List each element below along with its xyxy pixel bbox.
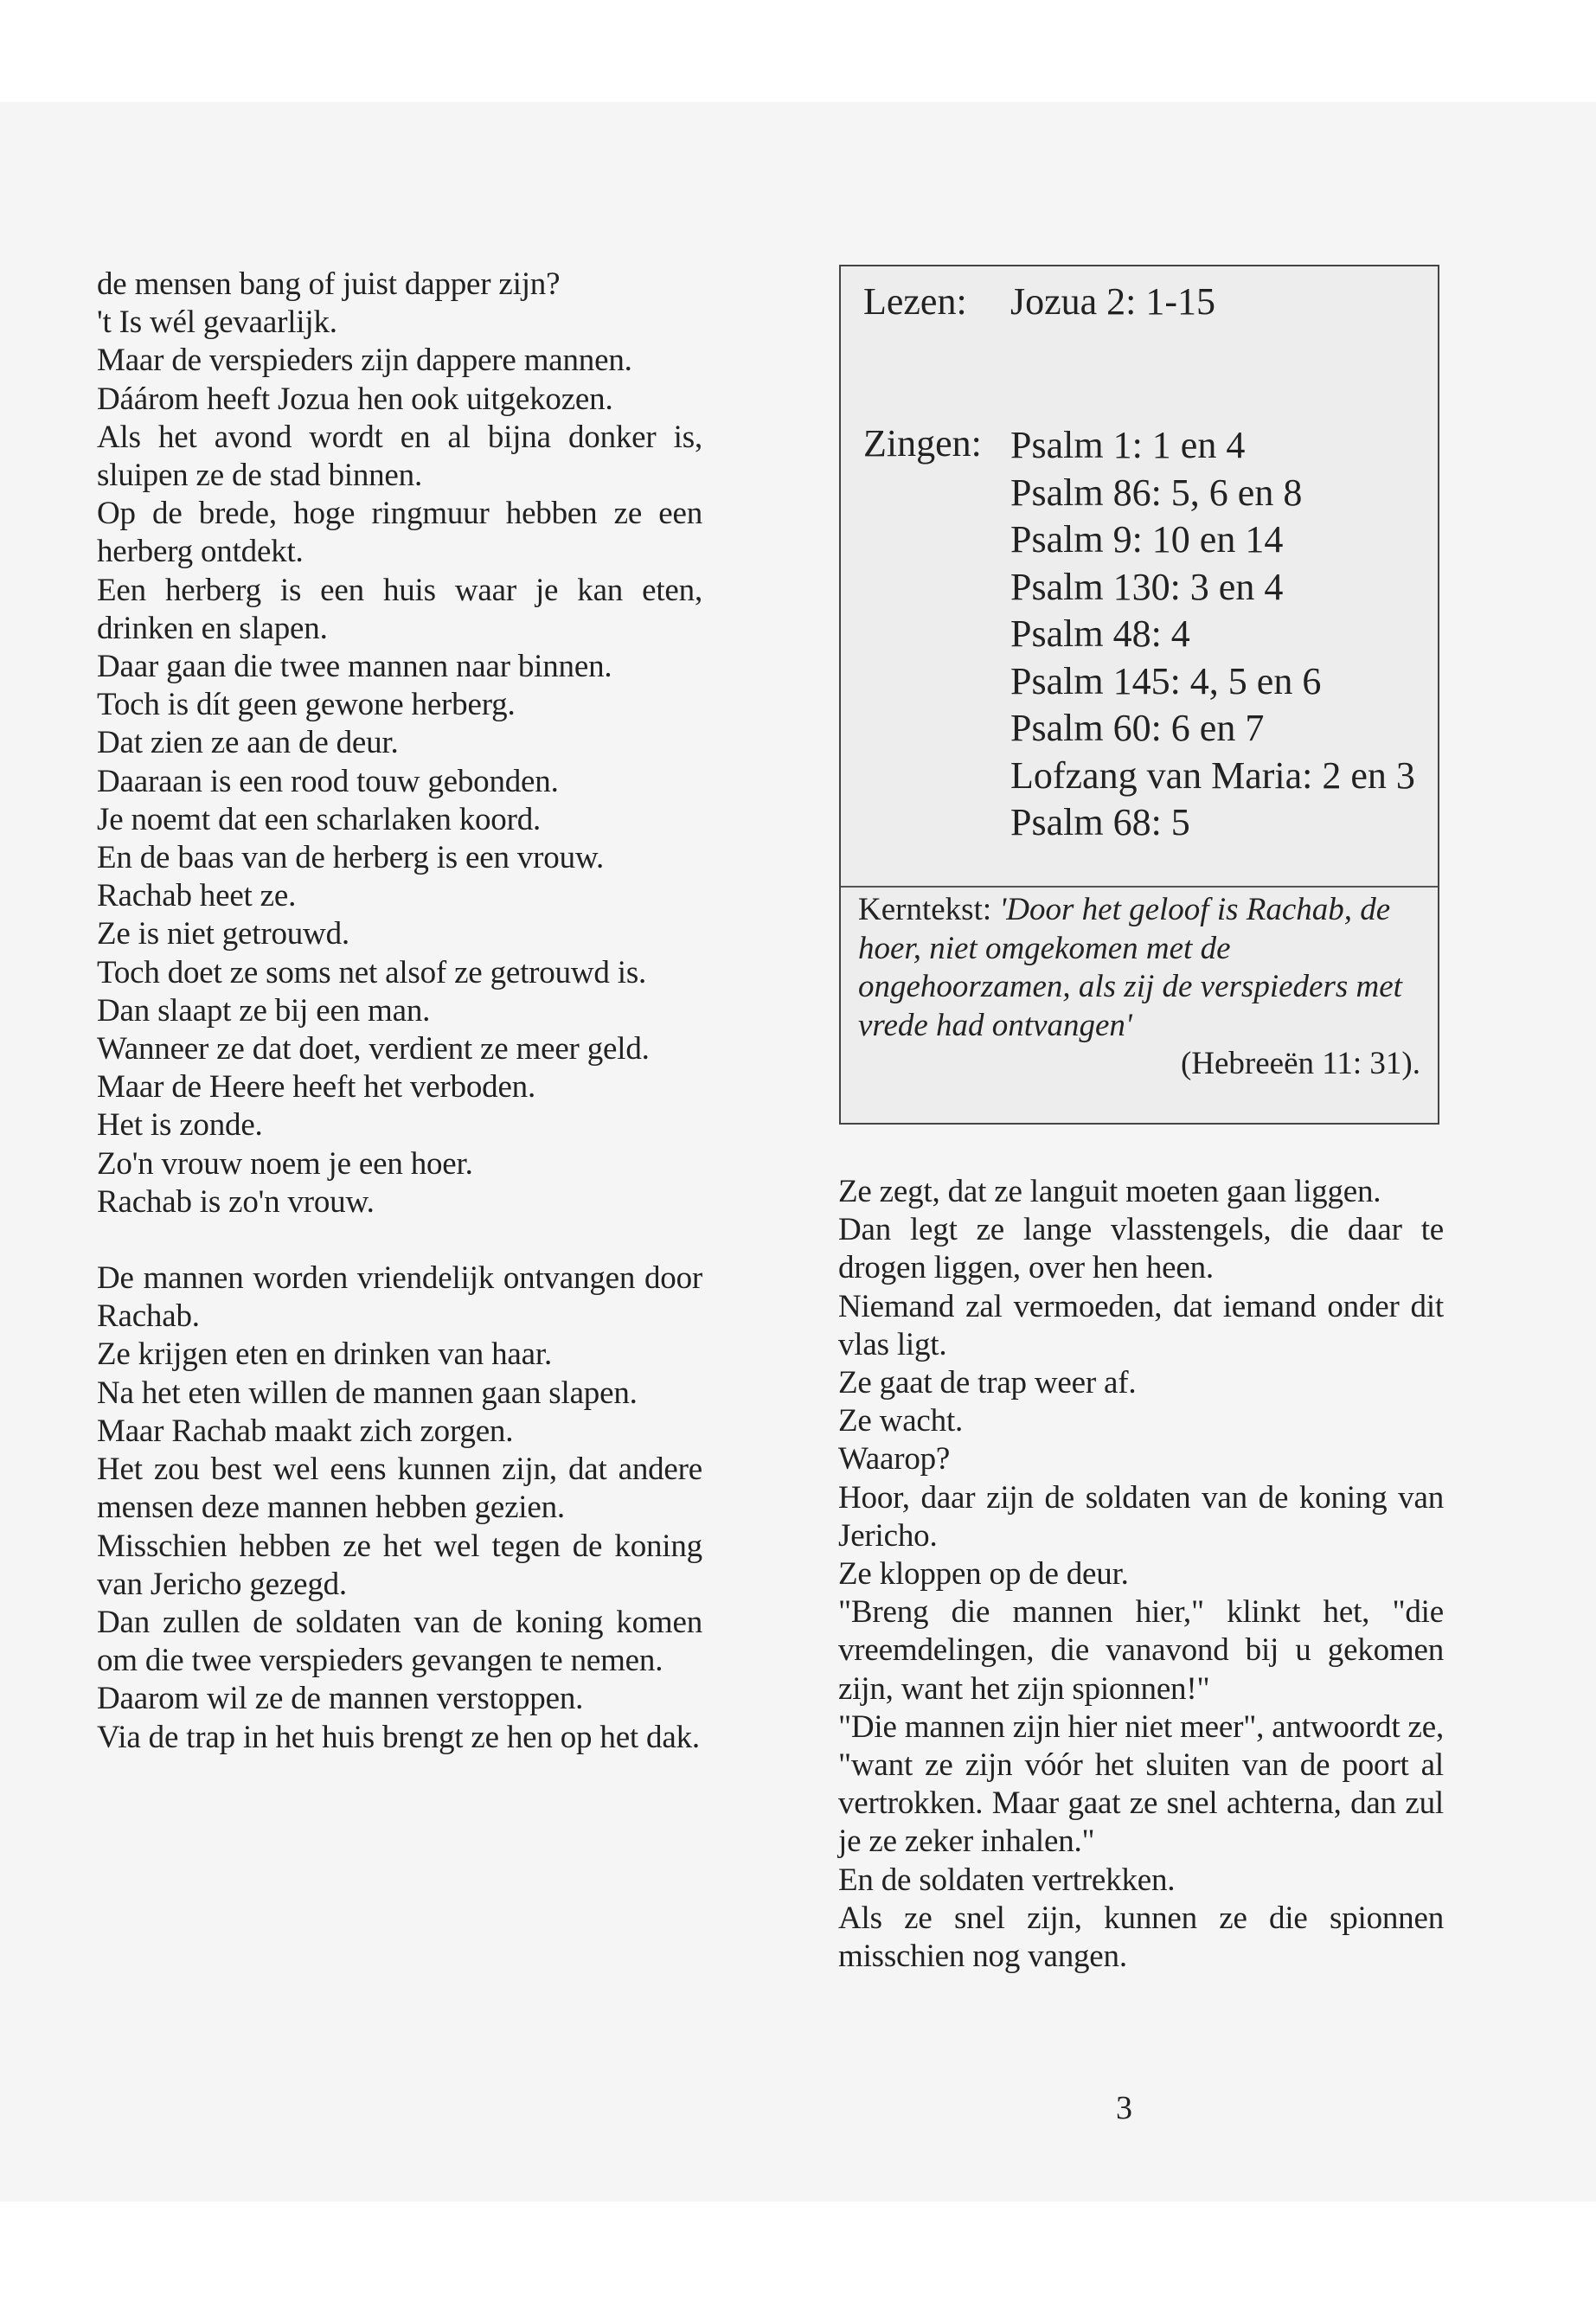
kerntekst-text: 'Door het geloof is Rachab, de hoer, niet omgekomen met de ongehoorzamen, als zij de verspieders met vrede had ontvangen': [858, 892, 1402, 1043]
left-paragraph: Je noemt dat een scharlaken koord.: [97, 801, 542, 837]
right-paragraph: Dan legt ze lange vlasstengels, die daar te drogen liggen, over hen heen.: [838, 1212, 1444, 1286]
zingen-item: Psalm 48: 4: [1010, 612, 1190, 655]
reading-box: [839, 265, 1439, 1125]
left-paragraph: Toch doet ze soms net alsof ze getrouwd is.: [97, 954, 647, 990]
right-paragraph: Ze gaat de trap weer af.: [838, 1365, 1137, 1401]
zingen-item: Psalm 60: 6 en 7: [1010, 707, 1265, 749]
zingen-item: Lofzang van Maria: 2 en 3: [1010, 753, 1415, 797]
right-paragraph: En de soldaten vertrekken.: [838, 1862, 1176, 1898]
left-paragraph: de mensen bang of juist dapper zijn?: [97, 266, 561, 302]
left-paragraph: Rachab is zo'n vrouw.: [97, 1183, 375, 1220]
left-paragraph: Toch is dít geen gewone herberg.: [97, 687, 516, 723]
right-paragraph: Hoor, daar zijn de soldaten van de koning van Jericho.: [838, 1479, 1444, 1554]
page-number: 3: [1116, 2090, 1132, 2126]
left-paragraph: Daar gaan die twee mannen naar binnen.: [97, 649, 612, 685]
box-divider: [841, 886, 1438, 888]
zingen-item: Psalm 1: 1 en 4: [1010, 424, 1246, 466]
left-paragraph: Dáárom heeft Jozua hen ook uitgekozen.: [97, 381, 613, 417]
left-paragraph: Maar de verspieders zijn dappere mannen.: [97, 343, 632, 379]
left-paragraph: Dan slaapt ze bij een man.: [97, 992, 431, 1029]
left-paragraph: Het is zonde.: [97, 1107, 263, 1144]
left-paragraph: Op de brede, hoge ringmuur hebben ze een herberg ontdekt.: [97, 496, 702, 570]
left-paragraph: Maar Rachab maakt zich zorgen.: [97, 1413, 514, 1449]
right-paragraph: Niemand zal vermoeden, dat iemand onder dit vlas ligt.: [838, 1288, 1444, 1362]
left-paragraph: Een herberg is een huis waar je kan eten, drinken en slapen.: [97, 572, 702, 646]
zingen-item: Psalm 68: 5: [1010, 801, 1190, 843]
left-paragraph: Ze is niet getrouwd.: [97, 916, 349, 952]
right-paragraph: Waarop?: [838, 1441, 951, 1477]
scan-margin-bottom: [0, 2202, 1596, 2301]
left-paragraph: Maar de Heere heeft het verboden.: [97, 1069, 536, 1106]
zingen-item: Psalm 145: 4, 5 en 6: [1010, 659, 1322, 702]
zingen-label: Zingen:: [863, 422, 982, 465]
right-paragraph: Als ze snel zijn, kunnen ze die spionnen misschien nog vangen.: [838, 1900, 1444, 1975]
left-paragraph: 't Is wél gevaarlijk.: [97, 304, 337, 341]
right-paragraph: "Breng die mannen hier," klinkt het, "die vreemdelingen, die vanavond bij u gekomen zijn, want het zijn spionnen!": [838, 1594, 1444, 1707]
right-paragraph: Ze wacht.: [838, 1403, 964, 1439]
right-paragraph: Ze zegt, dat ze languit moeten gaan liggen.: [838, 1174, 1381, 1209]
left-paragraph: Ze krijgen eten en drinken van haar.: [97, 1336, 552, 1373]
left-paragraph: Via de trap in het huis brengt ze hen op het dak.: [97, 1719, 700, 1755]
left-paragraph: Het zou best wel eens kunnen zijn, dat andere mensen deze mannen hebben gezien.: [97, 1452, 702, 1526]
zingen-list: [1010, 422, 1415, 847]
zingen-item: Psalm 130: 3 en 4: [1010, 565, 1284, 608]
left-paragraph: De mannen worden vriendelijk ontvangen door Rachab.: [97, 1260, 702, 1335]
left-paragraph: Dat zien ze aan de deur.: [97, 725, 399, 761]
lezen-label: Lezen:: [863, 280, 967, 323]
left-paragraph: Na het eten willen de mannen gaan slapen.: [97, 1375, 638, 1411]
left-paragraph: Als het avond wordt en al bijna donker is, sluipen ze de stad binnen.: [97, 419, 702, 494]
left-paragraph: Rachab heet ze.: [97, 878, 297, 914]
left-paragraph: Daaraan is een rood touw gebonden.: [97, 763, 559, 799]
left-paragraph: Zo'n vrouw noem je een hoer.: [97, 1145, 473, 1182]
kerntekst-reference: (Hebreeën 11: 31).: [1180, 1046, 1420, 1081]
right-paragraph: Ze kloppen op de deur.: [838, 1556, 1129, 1593]
kerntekst: [858, 891, 1420, 1084]
paragraph-gap: [97, 1221, 702, 1259]
scan-margin-top: [0, 0, 1596, 102]
left-paragraph: Dan zullen de soldaten van de koning komen om die twee verspieders gevangen te nemen.: [97, 1604, 702, 1679]
zingen-item: Psalm 9: 10 en 14: [1010, 518, 1284, 561]
left-paragraph: En de baas van de herberg is een vrouw.: [97, 840, 605, 876]
lezen-value: Jozua 2: 1-15: [1010, 280, 1216, 323]
left-paragraph: Misschien hebben ze het wel tegen de koning van Jericho gezegd.: [97, 1528, 702, 1602]
kerntekst-label: Kerntekst:: [858, 892, 992, 927]
left-column: [97, 266, 702, 1757]
left-paragraph: Daarom wil ze de mannen verstoppen.: [97, 1681, 584, 1717]
left-paragraph: Wanneer ze dat doet, verdient ze meer geld.: [97, 1031, 650, 1067]
right-column: [838, 1173, 1444, 1976]
zingen-item: Psalm 86: 5, 6 en 8: [1010, 471, 1303, 514]
lezen-line: [863, 280, 1215, 324]
right-paragraph: "Die mannen zijn hier niet meer", antwoordt ze, "want ze zijn vóór het sluiten van de poort al vertrokken. Maar gaat ze snel achterna, dan zul je ze zeker inhalen.": [838, 1708, 1444, 1860]
